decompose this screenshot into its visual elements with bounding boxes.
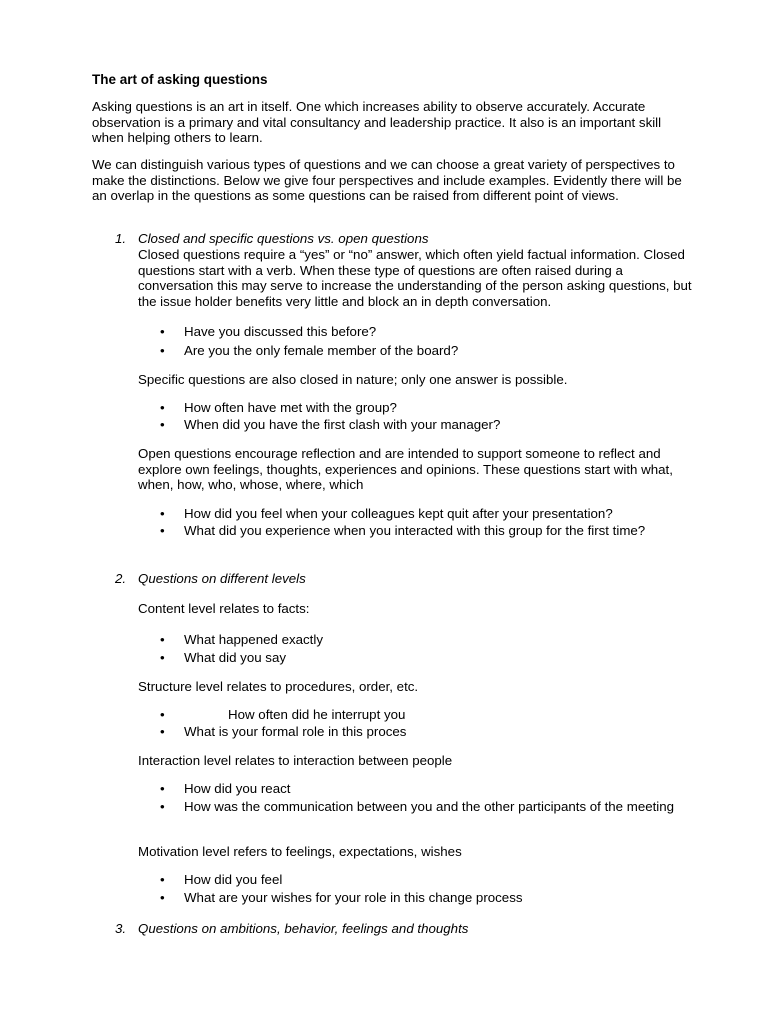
bullet-icon: • — [160, 522, 165, 538]
bullet-icon: • — [160, 400, 165, 415]
section-2-number: 2. — [115, 571, 127, 586]
bullet-icon: • — [160, 723, 165, 739]
specific-questions-text: Specific questions are also closed in nature; only one answer is possible. — [138, 372, 568, 387]
intro-paragraph-2: We can distinguish various types of questions and we can choose a great variety of perspectives to make the distinctions. Below we give four perspectives and include examples. Evidently there will be an overlap in the questions as some questions can be raised from different point of views. — [92, 157, 682, 204]
list-item: • What did you say — [160, 649, 286, 665]
list-item: • What are your wishes for your role in this change process — [160, 889, 523, 905]
page-title: The art of asking questions — [92, 72, 268, 87]
content-level-list — [138, 632, 698, 665]
list-item: • Have you discussed this before? — [160, 324, 377, 339]
section-1-heading: Closed and specific questions vs. open questions — [138, 231, 429, 246]
list-item: • When did you have the first clash with your manager? — [160, 416, 501, 432]
list-item: • How was the communication between you and the other participants of the meeting — [160, 798, 675, 814]
bullet-icon: • — [160, 342, 165, 358]
bullet-icon: • — [160, 798, 165, 814]
bullet-icon: • — [160, 649, 165, 665]
bullet-icon: • — [160, 781, 165, 796]
list-item: • Are you the only female member of the board? — [160, 342, 459, 358]
list-item: • What did you experience when you interacted with this group for the first time? — [160, 522, 646, 538]
content-level-text: Content level relates to facts: — [138, 601, 310, 616]
list-item: • What happened exactly — [160, 632, 323, 647]
list-item: • How did you feel — [160, 872, 283, 887]
open-questions-list — [138, 506, 698, 538]
bullet-icon: • — [160, 506, 165, 521]
list-item: • How did you feel when your colleagues kept quit after your presentation? — [160, 506, 613, 521]
closed-questions-text: Closed questions require a “yes” or “no” answer, which often yield factual information. Closed questions start with a verb. When these type of questions are often raised during a conversation this may serve to increase the understanding of the person asking questions, but the issue holder benefits very little and block an in depth conversation. — [138, 247, 692, 309]
interaction-level-text: Interaction level relates to interaction between people — [138, 753, 453, 768]
bullet-icon: • — [160, 416, 165, 432]
list-item: • How often have met with the group? — [160, 400, 397, 415]
structure-level-text: Structure level relates to procedures, order, etc. — [138, 679, 419, 694]
intro-paragraph-1: Asking questions is an art in itself. One which increases ability to observe accurately. Accurate observation is a primary and vital consultancy and leadership practice. It also is an important skill when helping others to learn. — [92, 99, 662, 146]
list-item: • How did you react — [160, 781, 291, 796]
interaction-level-list — [138, 781, 698, 814]
section-1-number: 1. — [115, 231, 127, 246]
structure-level-list — [138, 707, 698, 739]
specific-questions-list — [138, 400, 698, 432]
section-3-heading: Questions on ambitions, behavior, feelings and thoughts — [138, 921, 469, 936]
list-item: • What is your formal role in this proces — [160, 723, 407, 739]
bullet-icon: • — [160, 872, 165, 887]
motivation-level-list — [138, 872, 698, 905]
section-3-number: 3. — [115, 921, 127, 936]
bullet-icon: • — [160, 707, 165, 722]
list-item: • How often did he interrupt you — [160, 707, 406, 722]
section-2-heading: Questions on different levels — [138, 571, 306, 586]
open-questions-text: Open questions encourage reflection and are intended to support someone to reflect and explore own feelings, thoughts, experiences and opinions. These questions start with what, when, how, who, whose, where, which — [138, 446, 673, 493]
bullet-icon: • — [160, 324, 165, 339]
bullet-icon: • — [160, 632, 165, 647]
bullet-icon: • — [160, 889, 165, 905]
closed-questions-list — [138, 324, 698, 358]
motivation-level-text: Motivation level refers to feelings, expectations, wishes — [138, 844, 462, 859]
